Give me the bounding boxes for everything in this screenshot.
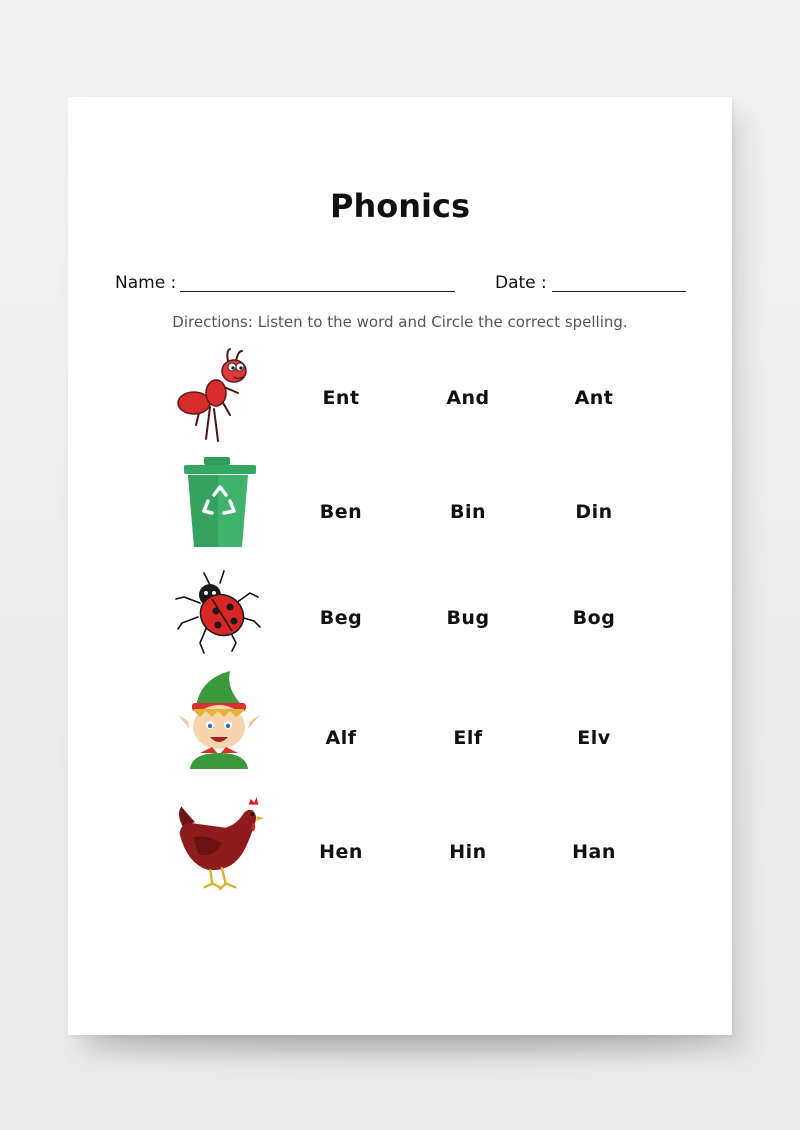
option-han[interactable]: Han xyxy=(572,841,616,863)
option-hin[interactable]: Hin xyxy=(449,841,487,863)
name-field-line[interactable] xyxy=(180,291,455,292)
option-bug[interactable]: Bug xyxy=(446,607,490,629)
elf-icon xyxy=(170,669,266,769)
question-row-ant xyxy=(68,347,732,447)
question-row-bin xyxy=(68,457,732,557)
option-bin[interactable]: Bin xyxy=(449,501,487,523)
ant-icon xyxy=(170,347,266,447)
option-ant[interactable]: Ant xyxy=(574,387,614,409)
hen-icon xyxy=(170,795,266,895)
question-row-hen xyxy=(68,795,732,895)
worksheet-page xyxy=(68,97,732,1035)
date-field-line[interactable] xyxy=(552,291,686,292)
option-alf[interactable]: Alf xyxy=(325,727,357,749)
recycle-bin-icon xyxy=(170,457,266,557)
question-row-elf xyxy=(68,669,732,769)
option-hen[interactable]: Hen xyxy=(319,841,363,863)
date-label: Date : xyxy=(495,273,547,293)
option-din[interactable]: Din xyxy=(575,501,613,523)
option-bog[interactable]: Bog xyxy=(572,607,616,629)
option-and[interactable]: And xyxy=(446,387,490,409)
option-beg[interactable]: Beg xyxy=(319,607,363,629)
ladybug-icon xyxy=(170,563,266,663)
directions-text: Directions: Listen to the word and Circle the correct spelling. xyxy=(172,313,628,331)
option-elf[interactable]: Elf xyxy=(453,727,483,749)
question-row-bug xyxy=(68,563,732,663)
option-ent[interactable]: Ent xyxy=(322,387,360,409)
option-elv[interactable]: Elv xyxy=(577,727,611,749)
worksheet-title: Phonics xyxy=(330,187,470,225)
name-label: Name : xyxy=(115,273,177,293)
option-ben[interactable]: Ben xyxy=(319,501,363,523)
